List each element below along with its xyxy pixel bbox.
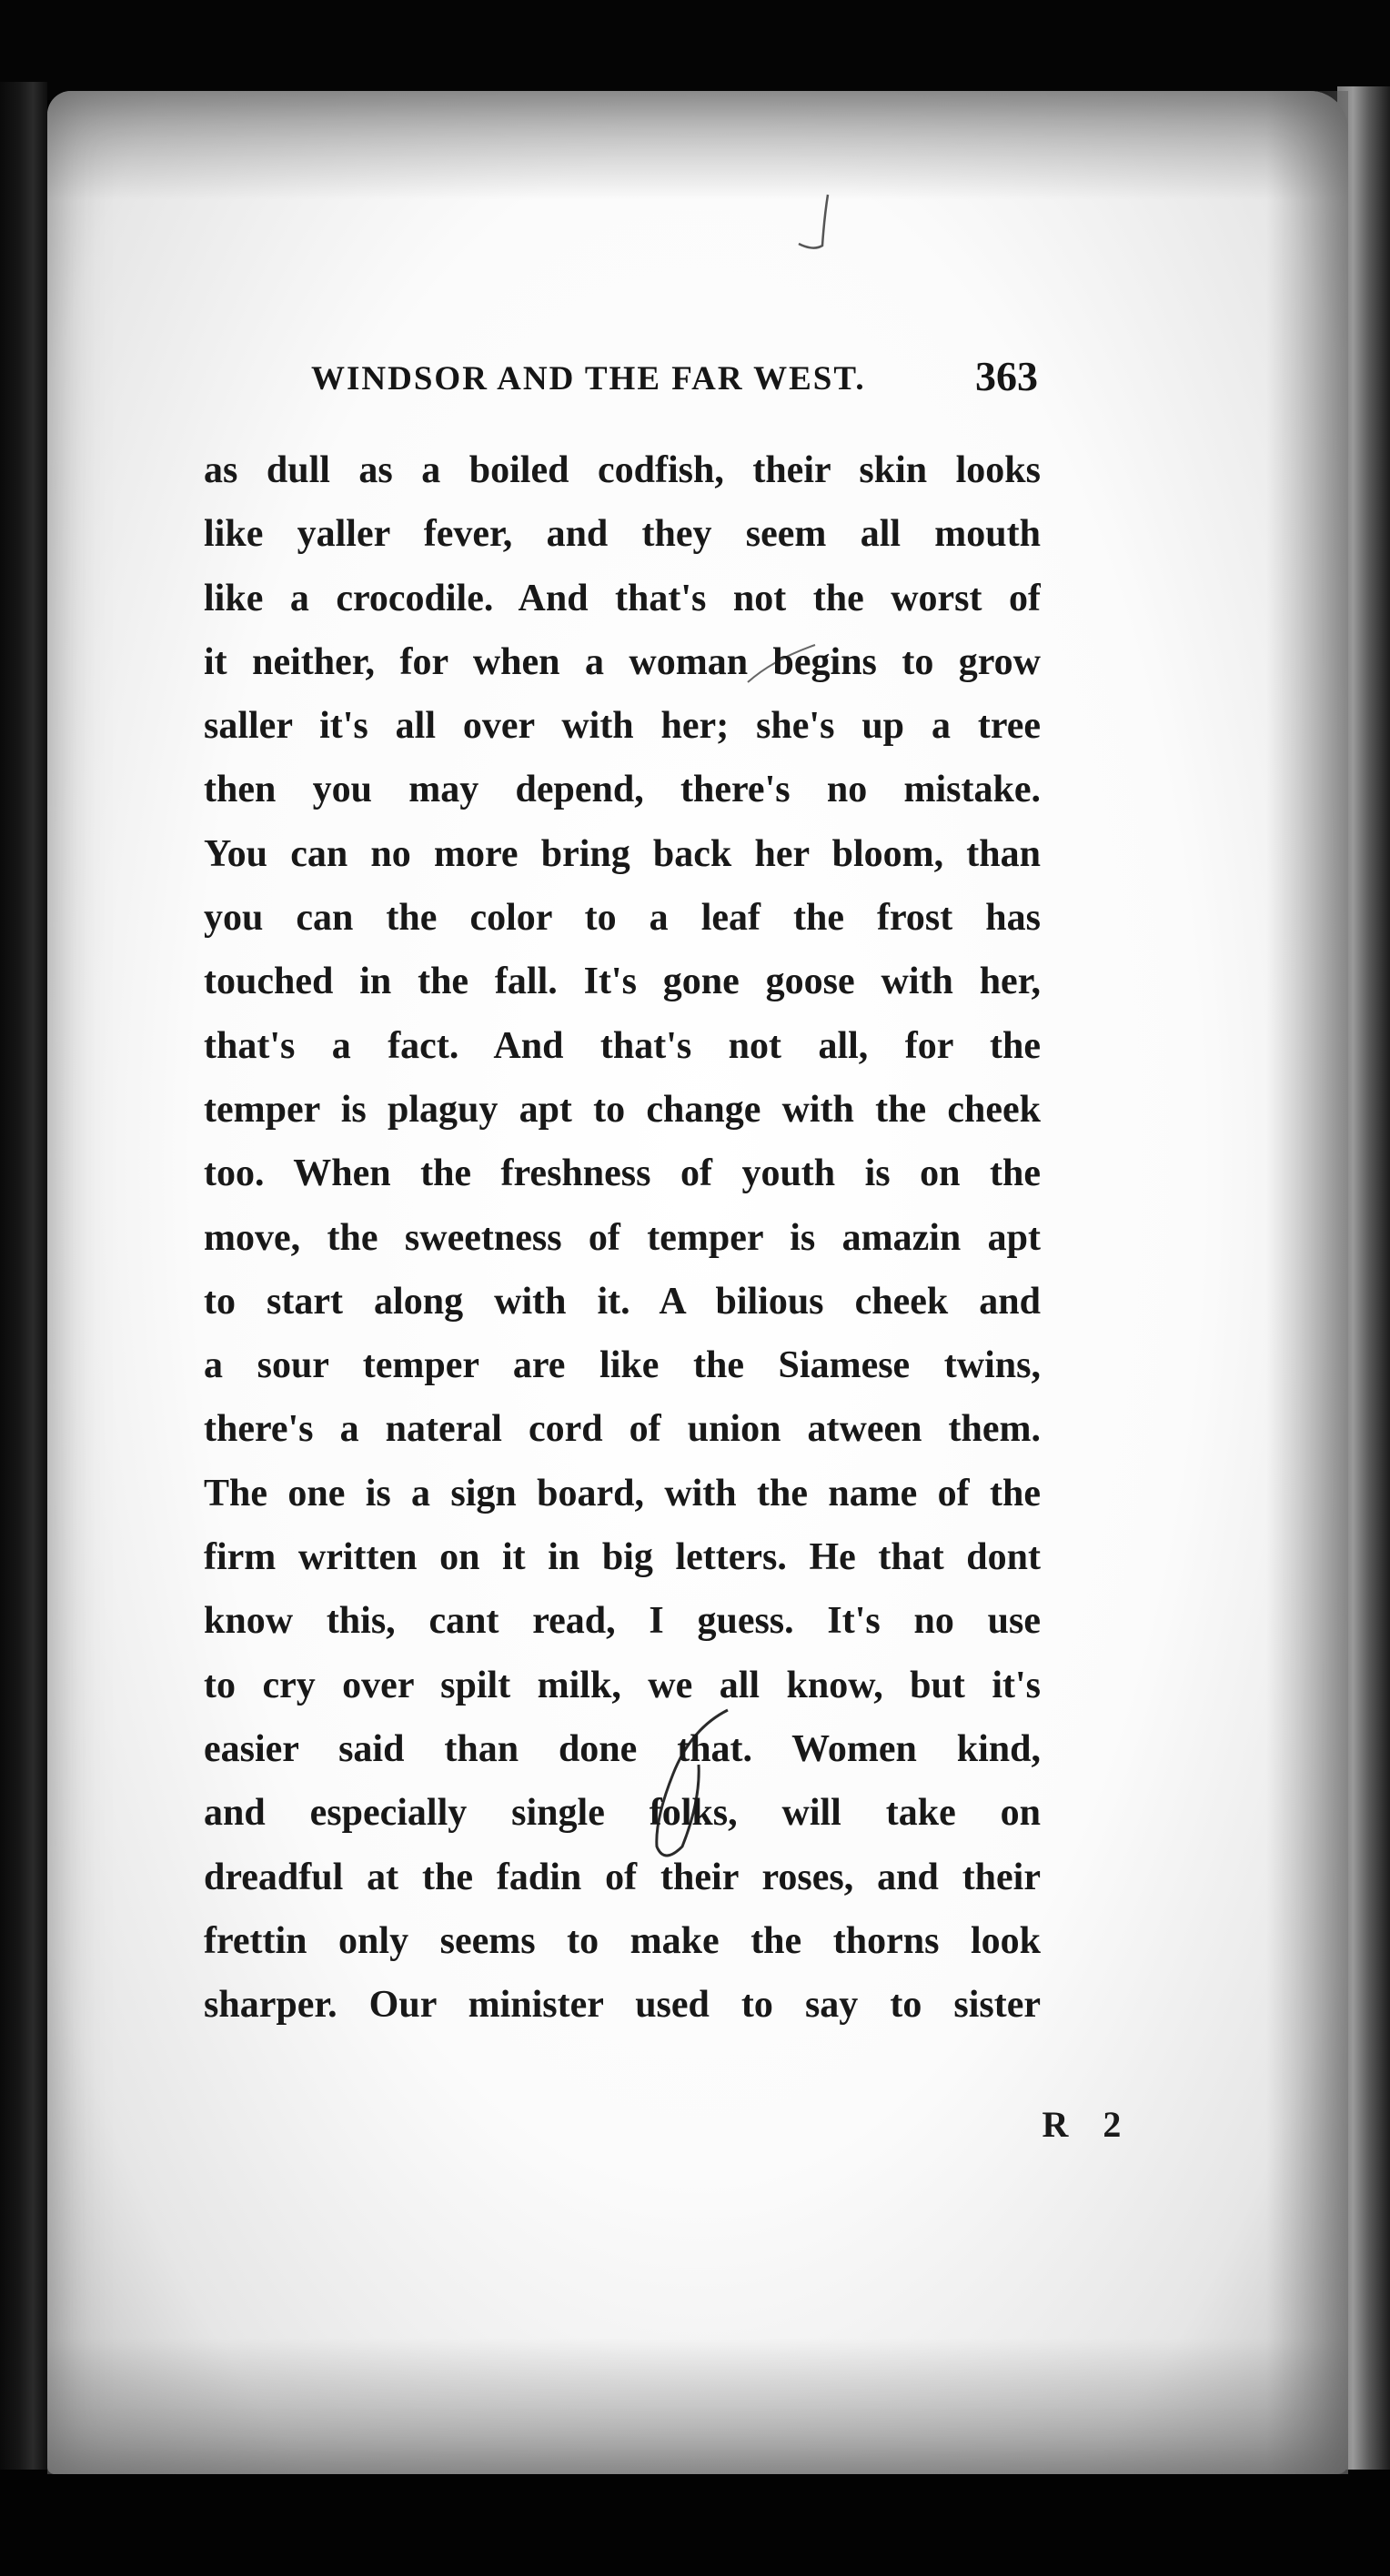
text-line: easier said than done that. Women kind, xyxy=(204,1727,1041,1770)
scan-bottom-border xyxy=(0,2470,1390,2576)
page-shadow-right xyxy=(1266,91,1348,2474)
signature-mark: R 2 xyxy=(1042,2104,1134,2145)
text-line: move, the sweetness of temper is amazin apt xyxy=(204,1216,1041,1259)
text-line: and especially single folks, will take on xyxy=(204,1792,1041,1835)
page-shadow-bottom xyxy=(47,2338,1348,2474)
text-line: that's a fact. And that's not all, for the xyxy=(204,1024,1041,1067)
text-line: it neither, for when a woman begins to grow xyxy=(204,640,1041,683)
text-line: dreadful at the fadin of their roses, and their xyxy=(204,1856,1041,1898)
text-line: temper is plaguy apt to change with the cheek xyxy=(204,1088,1041,1131)
text-line: sharper. Our minister used to say to sister xyxy=(204,1984,1041,2027)
text-line: like yaller fever, and they seem all mouth xyxy=(204,513,1041,556)
text-line: The one is a sign board, with the name of the xyxy=(204,1472,1041,1514)
page-number: 363 xyxy=(975,353,1038,399)
text-line: there's a nateral cord of union atween them. xyxy=(204,1408,1041,1451)
running-head-title: WINDSOR AND THE FAR WEST. xyxy=(311,360,866,397)
text-line: touched in the fall. It's gone goose with her, xyxy=(204,961,1041,1003)
text-line: like a crocodile. And that's not the worst of xyxy=(204,577,1041,619)
text-line: you can the color to a leaf the frost has xyxy=(204,897,1041,940)
text-line: then you may depend, there's no mistake. xyxy=(204,769,1041,811)
text-line: saller it's all over with her; she's up a tree xyxy=(204,705,1041,748)
page-shadow-top xyxy=(47,91,1348,200)
text-line: You can no more bring back her bloom, than xyxy=(204,832,1041,875)
text-line: to cry over spilt milk, we all know, but it's xyxy=(204,1664,1041,1706)
scan-left-border xyxy=(0,82,47,2492)
body-text xyxy=(204,438,1041,2037)
text-line: as dull as a boiled codfish, their skin looks xyxy=(204,449,1041,491)
text-line: a sour temper are like the Siamese twins, xyxy=(204,1344,1041,1387)
text-line: to start along with it. A bilious cheek and xyxy=(204,1280,1041,1323)
text-line: firm written on it in big letters. He that dont xyxy=(204,1536,1041,1579)
text-line: frettin only seems to make the thorns look xyxy=(204,1919,1041,1962)
text-line: know this, cant read, I guess. It's no use xyxy=(204,1600,1041,1643)
scan-top-border xyxy=(0,0,1390,100)
text-line: too. When the freshness of youth is on the xyxy=(204,1152,1041,1195)
